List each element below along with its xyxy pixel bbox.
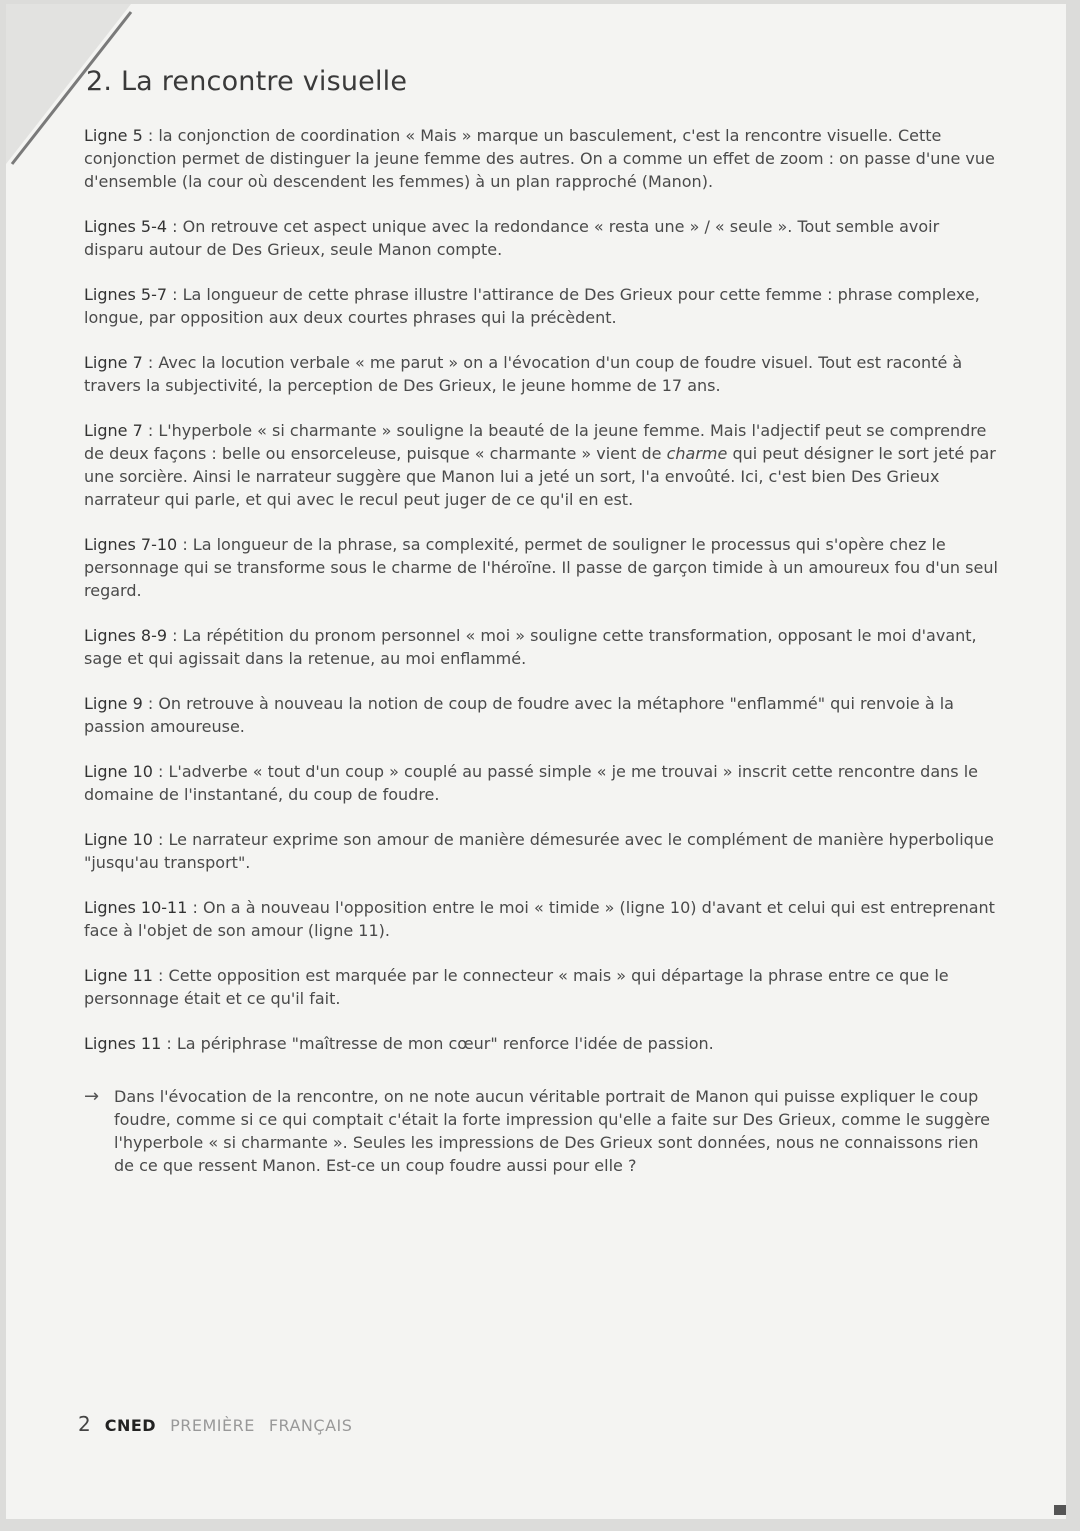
paragraph-text: : La répétition du pronom personnel « moi » souligne cette transformation, opposant le moi d'avant, sage et qui agissait dans la retenue, au moi enflammé. — [84, 626, 977, 668]
paragraph-text: : Le narrateur exprime son amour de manière démesurée avec le complément de manière hyperbolique "jusqu'au transport". — [84, 830, 994, 872]
analysis-paragraph — [84, 283, 999, 329]
line-reference: Lignes 8-9 — [84, 626, 168, 645]
line-reference: Ligne 10 — [84, 830, 153, 849]
line-reference: Ligne 5 — [84, 126, 143, 145]
paragraph-text: : L'adverbe « tout d'un coup » couplé au passé simple « je me trouvai » inscrit cette rencontre dans le domaine de l'instantané, du coup de foudre. — [84, 762, 978, 804]
analysis-paragraph — [84, 124, 999, 193]
scan-edge-mark — [1054, 1505, 1066, 1515]
paragraph-text: : Cette opposition est marquée par le connecteur « mais » qui départage la phrase entre ce que le personnage était et ce qu'il fait. — [84, 966, 949, 1008]
analysis-paragraph — [84, 760, 999, 806]
analysis-paragraph — [84, 1032, 999, 1055]
analysis-paragraph — [84, 896, 999, 942]
paragraph-text: : L'hyperbole « si charmante » souligne la beauté de la jeune femme. Mais l'adjectif peut se comprendre de deux façons : belle ou ensorceleuse, puisque « charmante » vient de — [84, 421, 987, 463]
course-subject: FRANÇAIS — [268, 1416, 353, 1435]
line-reference: Lignes 11 — [84, 1034, 162, 1053]
page-number: 2 — [78, 1412, 91, 1436]
emphasized-word: charme — [666, 444, 728, 463]
analysis-paragraph — [84, 828, 999, 874]
line-reference: Ligne 10 — [84, 762, 153, 781]
analysis-paragraph — [84, 692, 999, 738]
arrow-right-icon: → — [84, 1086, 100, 1107]
line-reference: Lignes 5-4 — [84, 217, 168, 236]
analysis-paragraph — [84, 624, 999, 670]
analysis-paragraph — [84, 964, 999, 1010]
line-reference: Ligne 11 — [84, 966, 153, 985]
page-footer — [78, 1412, 352, 1436]
document-page — [6, 4, 1066, 1519]
paragraph-text-continued: qui peut désigner le sort jeté par une sorcière. Ainsi le narrateur suggère que Manon lui a jeté un sort, l'a envoûté. Ici, c'est bien Des Grieux narrateur qui parle, et qui avec le recul peut juger de ce qu'il en est. — [84, 444, 996, 509]
line-reference: Lignes 10-11 — [84, 898, 188, 917]
conclusion-block — [84, 1085, 999, 1199]
paragraph-text: : La longueur de cette phrase illustre l'attirance de Des Grieux pour cette femme : phrase complexe, longue, par opposition aux deux courtes phrases qui la précèdent. — [84, 285, 980, 327]
course-level: PREMIÈRE — [170, 1416, 255, 1435]
publisher-brand: CNED — [104, 1416, 157, 1435]
analysis-paragraph — [84, 533, 999, 602]
analysis-paragraph — [84, 351, 999, 397]
section-title: 2. La rencontre visuelle — [86, 66, 408, 97]
analysis-content — [84, 124, 999, 1199]
line-reference: Ligne 7 — [84, 353, 143, 372]
paragraph-text: : On a à nouveau l'opposition entre le moi « timide » (ligne 10) d'avant et celui qui est entreprenant face à l'objet de son amour (ligne 11). — [84, 898, 995, 940]
line-reference: Ligne 7 — [84, 421, 143, 440]
line-reference: Lignes 7-10 — [84, 535, 178, 554]
paragraph-text: : On retrouve à nouveau la notion de coup de foudre avec la métaphore "enflammé" qui renvoie à la passion amoureuse. — [84, 694, 954, 736]
line-reference: Ligne 9 — [84, 694, 143, 713]
paragraph-text: : La périphrase "maîtresse de mon cœur" renforce l'idée de passion. — [161, 1034, 714, 1053]
conclusion-text: Dans l'évocation de la rencontre, on ne note aucun véritable portrait de Manon qui puisse expliquer le coup foudre, comme si ce qui comptait c'était la forte impression qu'elle a faite sur Des Grieux, comme le suggère l'hyperbole « si charmante ». Seules les impressions de Des Grieux sont données, nous ne connaissons rien de ce que ressent Manon. Est-ce un coup foudre aussi pour elle ? — [114, 1087, 991, 1175]
paragraph-text: : On retrouve cet aspect unique avec la redondance « resta une » / « seule ». Tout semble avoir disparu autour de Des Grieux, seule Manon compte. — [84, 217, 940, 259]
paragraph-text: : Avec la locution verbale « me parut » on a l'évocation d'un coup de foudre visuel. Tout est raconté à travers la subjectivité, la perception de Des Grieux, le jeune homme de 17 ans. — [84, 353, 963, 395]
paragraph-text: : la conjonction de coordination « Mais » marque un basculement, c'est la rencontre visuelle. Cette conjonction permet de distinguer la jeune femme des autres. On a comme un effet de zoom : on passe d'une vue d'ensemble (la cour où descendent les femmes) à un plan rapproché (Manon). — [84, 126, 995, 191]
analysis-paragraph — [84, 215, 999, 261]
paragraph-text: : La longueur de la phrase, sa complexité, permet de souligner le processus qui s'opère chez le personnage qui se transforme sous le charme de l'héroïne. Il passe de garçon timide à un amoureux fou d'un seul regard. — [84, 535, 998, 600]
analysis-paragraph — [84, 419, 999, 511]
line-reference: Lignes 5-7 — [84, 285, 168, 304]
